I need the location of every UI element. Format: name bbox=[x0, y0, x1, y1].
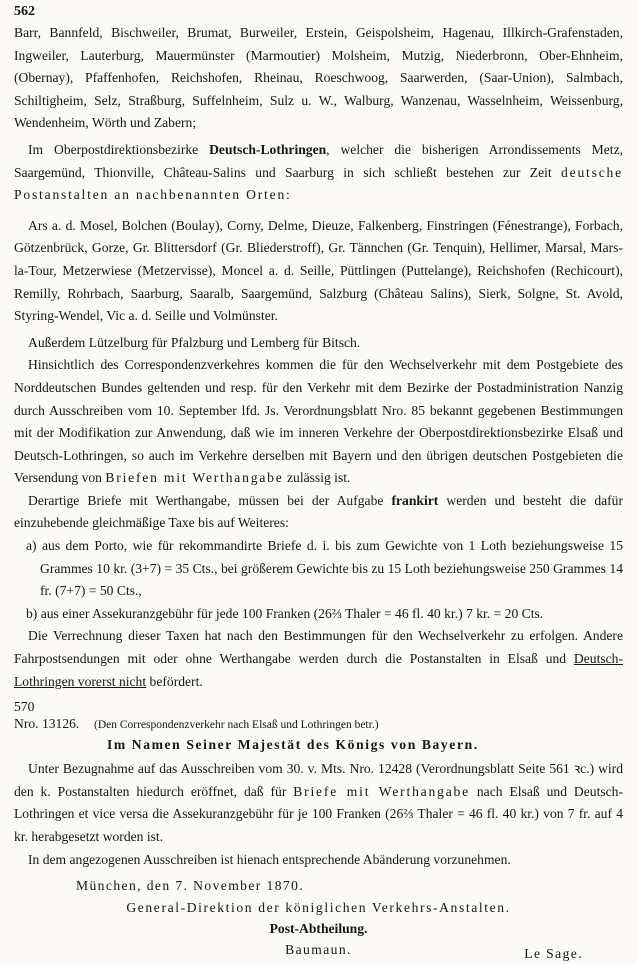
paragraph-luetzelburg: Außerdem Lützelburg für Pfalzburg und Lemberg für Bitsch. bbox=[28, 334, 361, 350]
p10-post: nach Elsaß und Deutsch-Lothringen et vice versa die Assekuranzgebühr für je 100 Franken (26⅔ Thaler = 46 fl. 40 kr.) von 7 fr. auf 4 kr. herabgesetzt worden ist. bbox=[14, 783, 623, 844]
signature-clerk: Le Sage. bbox=[524, 946, 583, 962]
p2-spaced: deutsche Postanstalten an nachbenannten Orten: bbox=[14, 164, 623, 203]
paragraph-item-a: a) aus dem Porto, wie für rekommandirte Briefe d. i. bis zum Gewichte von 1 Loth beziehungsweise 15 Grammes 10 kr. (3+7) = 35 Cts., bei größerem Gewichte bis zu 15 Loth beziehungsweise 250 Grammes 14 fr. (7+7) = 50 Cts., bbox=[26, 538, 623, 599]
paragraph-value-letters bbox=[14, 490, 623, 535]
reference-line bbox=[14, 715, 623, 734]
signature-name: Baumaun. bbox=[285, 942, 352, 958]
p2-bold: Deutsch-Lothringen bbox=[209, 141, 327, 157]
signature-authority: General-Direktion der königlichen Verkehrs-Anstalten. bbox=[126, 900, 511, 916]
paragraph-place-list-lorraine: Ars a. d. Mosel, Bolchen (Boulay), Corny, Delme, Dieuze, Falkenberg, Finstringen (Fénestrange), Forbach, Götzenbrück, Gorze, Gr. Blittersdorf (Gr. Bliederstroff), Gr. Tännchen (Gr. Tenquin), Hellimer, Marsal, Mars-la-Tour, Metzerwiese (Metzervisse), Moncel a. d. Seille, Püttlingen (Puttelange), Reichshofen (Rechicourt), Remilly, Rohrbach, Saarburg, Saaralb, Saargemünd, Salzburg (Château Salins), Sierk, Solgne, St. Avold, Styring-Wendel, Vic a. d. Seille und Volmünster. bbox=[14, 217, 623, 324]
p2-post: , welcher die bisherigen Arrondissements Metz, Saargemünd, Thionville, Château-Salins und Saarburg in sich schließt bestehen zur Zeit bbox=[14, 141, 624, 180]
p9-underlined: Deutsch-Lothringen vorerst nicht bbox=[14, 651, 623, 689]
reference-number: Nro. 13126. bbox=[14, 716, 80, 732]
paragraph-place-list-alsace: Barr, Bannfeld, Bischweiler, Brumat, Burweiler, Erstein, Geispolsheim, Hagenau, Illkirch-Grafenstaden, Ingweiler, Lauterburg, Mauermünster (Marmoutier) Molsheim, Mutzig, Niederbronn, Ober-Ehnheim, (Obernay), Pfaffenhofen, Reichshofen, Rheinau, Roeschwoog, Saarwerden, (Saar-Union), Salmbach, Schiltigheim, Selz, Straßburg, Suffelnheim, Sulz u. W., Walburg, Wanzenau, Wasselnheim, Weissenburg, Wendenheim, Wörth und Zabern; bbox=[14, 25, 623, 131]
paragraph-reference bbox=[14, 758, 623, 848]
section-number: 570 bbox=[14, 699, 35, 715]
paragraph-accounting bbox=[14, 625, 623, 693]
reference-subject: (Den Correspondenzverkehr nach Elsaß und Lothringen betr.) bbox=[94, 719, 379, 732]
p9-pre: Die Verrechnung dieser Taxen hat nach den Bestimmungen für den Wechselverkehr zu erfolgen. Andere Fahrpostsendungen mit oder ohne Werthangabe werden durch die Postanstalten in Elsaß und bbox=[14, 628, 623, 667]
p5-spaced: Briefen mit Werthangabe bbox=[105, 470, 284, 486]
section-heading: Im Namen Seiner Majestät des Königs von Bayern. bbox=[107, 737, 479, 753]
p5-post: zulässig ist. bbox=[283, 470, 351, 486]
p9-post: befördert. bbox=[146, 673, 203, 689]
p6-bold: frankirt bbox=[391, 492, 439, 508]
p2-pre: Im Oberpostdirektionsbezirke bbox=[28, 141, 210, 157]
p6-pre: Derartige Briefe mit Werthangabe, müssen bei der Aufgabe bbox=[28, 492, 392, 508]
p6-post: werden und besteht die dafür einzuhebende gleichmäßige Taxe bis auf Weiteres: bbox=[14, 492, 623, 531]
p10-spaced: Briefe mit Werthangabe bbox=[293, 783, 470, 799]
page-number: 562 bbox=[14, 4, 35, 19]
p5-pre: Hinsichtlich des Correspondenzverkehres kommen die für den Wechselverkehr mit dem Postgebiete des Norddeutschen Bundes geltenden und resp. für den Verkehr mit dem Bezirke der Postadministration Nanzig durch Ausschreiben vom 10. September lfd. Js. Verordnungsblatt Nro. 85 bekannt gegebenen Bestimmungen mit der Modifikation zur Anwendung, daß wie im inneren Verkehre der Oberpostdirektionsbezirke Elsaß und Deutsch-Lothringen, so auch im Verkehre derselben mit Bayern und den übrigen deutschen Postgebieten die Versendung von bbox=[14, 357, 623, 486]
paragraph-item-b: b) aus einer Assekuranzgebühr für jede 100 Franken (26⅔ Thaler = 46 fl. 40 kr.) 7 kr. = 20 Cts. bbox=[26, 605, 544, 621]
place-date: München, den 7. November 1870. bbox=[76, 878, 305, 894]
signature-department: Post-Abtheilung. bbox=[269, 921, 368, 937]
paragraph-amendment: In dem angezogenen Ausschreiben ist hienach entsprechende Abänderung vorzunehmen. bbox=[28, 851, 511, 867]
p10-pre: Unter Bezugnahme auf das Ausschreiben vom 30. v. Mts. Nro. 12428 (Verordnungsblatt Seite 561 ꝛc.) wird den k. Postanstalten hiedurch eröffnet, daß für bbox=[14, 761, 623, 799]
paragraph-lorraine-intro bbox=[14, 139, 623, 207]
paragraph-correspondence bbox=[14, 354, 623, 490]
